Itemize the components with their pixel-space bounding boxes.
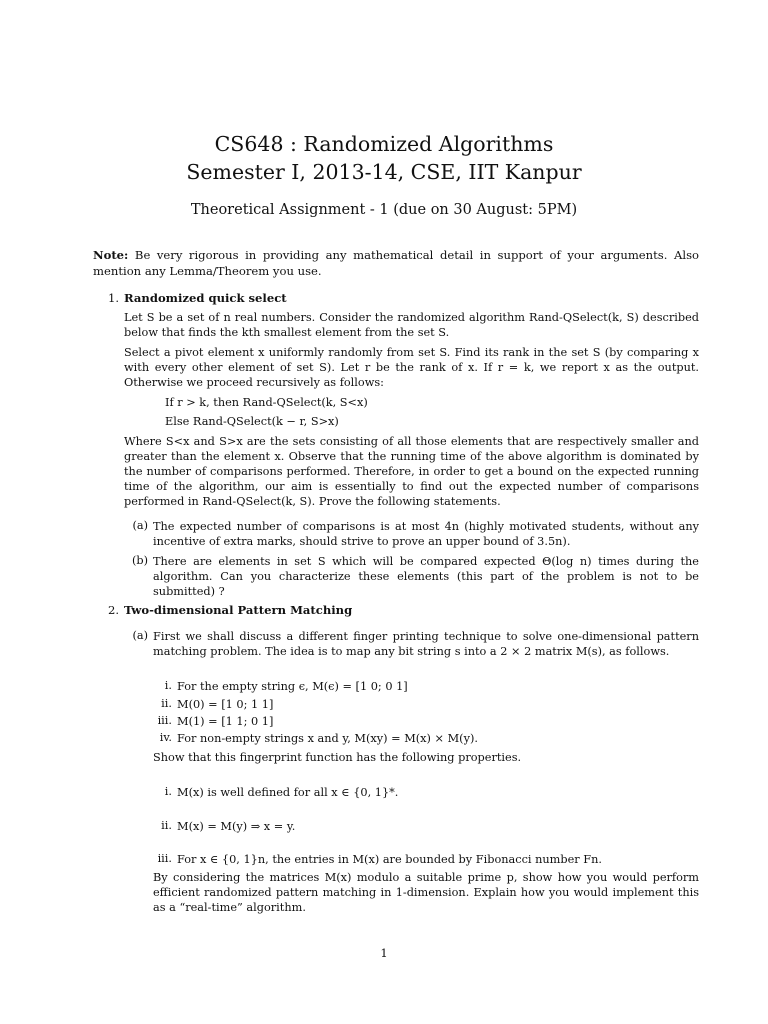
def-label: iv. — [159, 731, 172, 744]
q2-show-text: Show that this fingerprint function has the following properties. — [153, 751, 522, 764]
def-label: i. — [164, 679, 172, 692]
q2-closing-text: By considering the matrices M(x) modulo a suitable prime p, show how you would perform efficient randomized pattern matching in 1-dimension. Explain how you would implement this as a “real-time” algorithm. — [153, 871, 699, 914]
note-label: Note: — [93, 248, 129, 262]
q1-b-label: (b) — [131, 554, 148, 567]
prop-text: For x ∈ {0, 1}n, the entries in M(x) are bounded by Fibonacci number Fn. — [177, 853, 602, 866]
q1-paragraph-3: Where S<x and S>x are the sets consisting of all those elements that are respectively smaller and greater than the element x. Observe that the running time of the above algorithm is dominated by the number of comparisons performed. Therefore, in order to get a bound on the expected running time of the algorithm, our aim is essentially to find out the expected number of comparisons performed in Rand-QSelect(k, S). Prove the following statements. — [124, 435, 699, 508]
q2-title: Two-dimensional Pattern Matching — [124, 603, 353, 617]
assignment-subtitle: Theoretical Assignment - 1 (due on 30 August: 5PM) — [190, 202, 578, 218]
note-text: Be very rigorous in providing any mathematical detail in support of your arguments. Also mention any Lemma/Theorem you use. — [93, 248, 700, 278]
q1-title: Randomized quick select — [124, 291, 287, 305]
prop-label: i. — [164, 785, 172, 798]
q1-a-text: The expected number of comparisons is at most 4n (highly motivated students, without any incentive of extra marks, should strive to prove an upper bound of 3.5n). — [153, 520, 699, 548]
q1-paragraph-1: Let S be a set of n real numbers. Consider the randomized algorithm Rand-QSelect(k, S) described below that finds the kth smallest element from the set S. — [124, 311, 699, 339]
note-paragraph — [93, 247, 699, 279]
def-text: M(1) = [1 1; 0 1] — [177, 715, 274, 728]
prop-text: M(x) is well defined for all x ∈ {0, 1}*. — [177, 786, 399, 799]
q1-paragraph-2: Select a pivot element x uniformly randomly from set S. Find its rank in the set S (by comparing x with every other element of set S). Let r be the rank of x. If r = k, we report x as the output. Otherwise we proceed recursively as follows: — [124, 346, 699, 389]
prop-label: iii. — [157, 852, 172, 865]
def-text: M(0) = [1 0; 1 1] — [177, 698, 274, 711]
q2-number: 2. — [108, 603, 120, 617]
q1-b-text: There are elements in set S which will be compared expected Θ(log n) times during the algorithm. Can you characterize these elements (this part of the problem is not to be submitted) ? — [153, 555, 699, 598]
prop-label: ii. — [161, 819, 172, 832]
q1-number: 1. — [108, 291, 120, 305]
page-number: 1 — [380, 946, 388, 960]
q1-case-2: Else Rand-QSelect(k − r, S>x) — [165, 415, 339, 428]
prop-text: M(x) = M(y) ⇒ x = y. — [177, 820, 296, 833]
def-text: For non-empty strings x and y, M(xy) = M(x) × M(y). — [177, 732, 478, 745]
q2-a-text: First we shall discuss a different finger printing technique to solve one-dimensional pattern matching problem. The idea is to map any bit string s into a 2 × 2 matrix M(s), as follows. — [153, 630, 699, 658]
def-label: ii. — [161, 697, 172, 710]
course-title: CS648 : Randomized Algorithms — [214, 132, 554, 156]
q1-a-label: (a) — [132, 519, 148, 532]
q1-case-1: If r > k, then Rand-QSelect(k, S<x) — [165, 396, 368, 409]
semester-title: Semester I, 2013-14, CSE, IIT Kanpur — [186, 160, 582, 184]
q2-a-label: (a) — [132, 629, 148, 642]
def-label: iii. — [157, 714, 172, 727]
def-text: For the empty string ϵ, M(ϵ) = [1 0; 0 1] — [177, 680, 408, 693]
